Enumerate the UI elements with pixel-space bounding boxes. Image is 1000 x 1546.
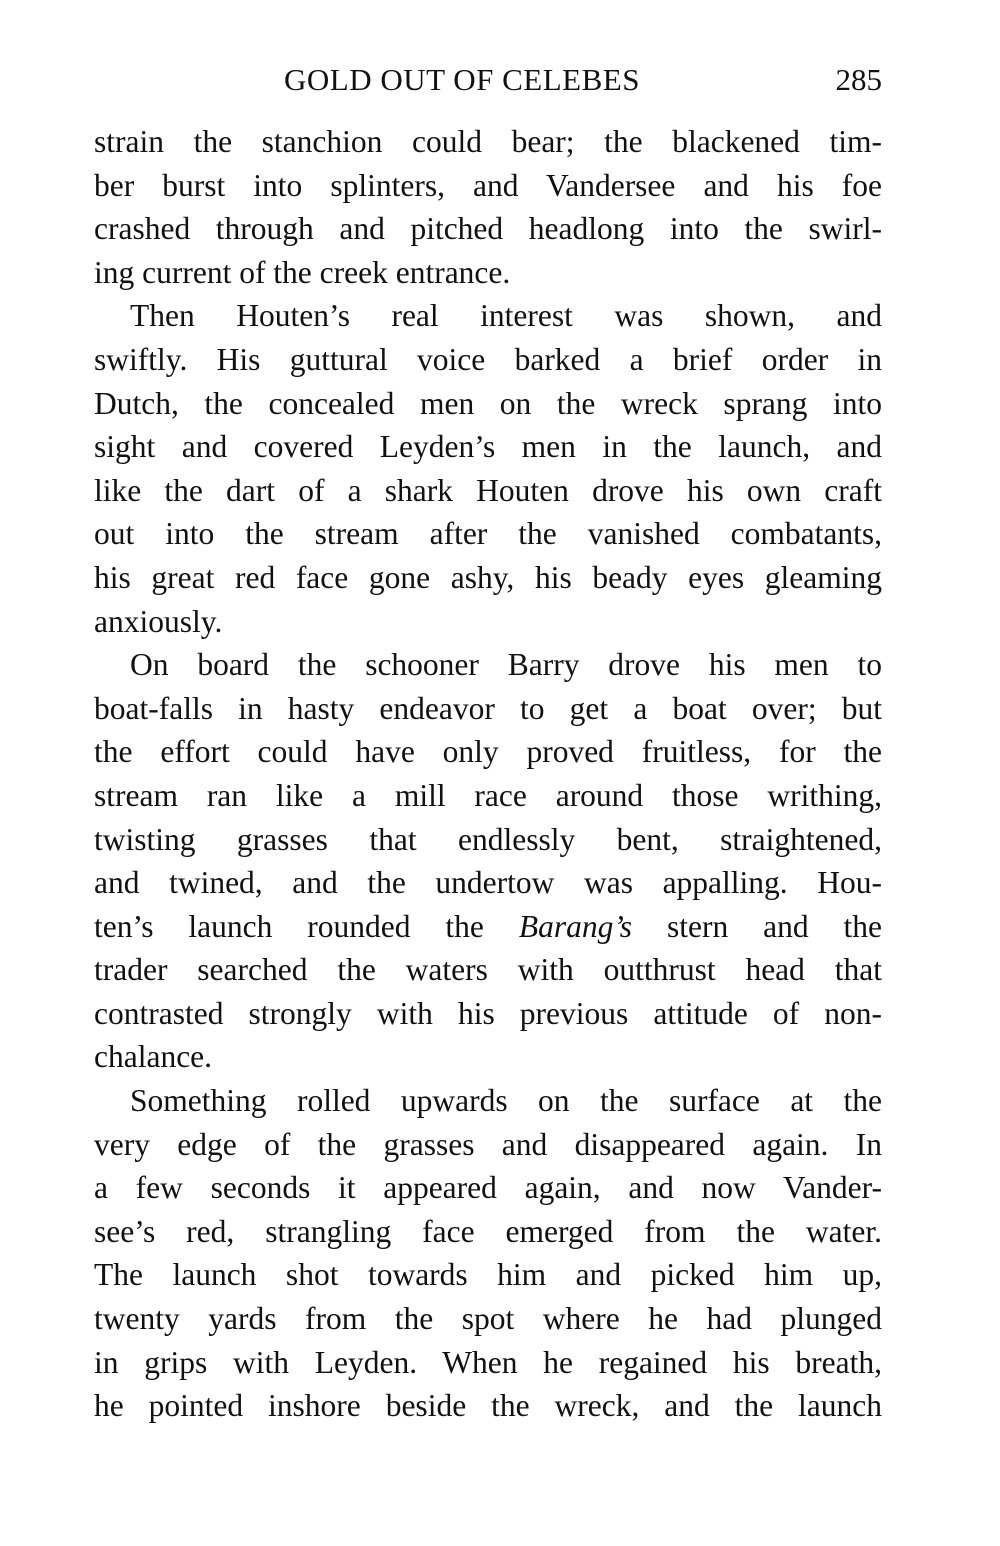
text-line: anxiously.	[94, 603, 223, 639]
text-line: Something rolled upwards on the surface at the	[130, 1083, 882, 1119]
text-line: sight and covered Leyden’s men in the launch, and	[94, 429, 882, 465]
text-line: strain the stanchion could bear; the blackened tim-	[94, 124, 882, 159]
text-line: On board the schooner Barry drove his men to	[130, 647, 882, 683]
text-line: out into the stream after the vanished combatants,	[94, 516, 882, 552]
text-line: see’s red, strangling face emerged from the water.	[94, 1213, 882, 1249]
ship-name-italic: Barang’s	[518, 908, 633, 944]
text-line: swiftly. His guttural voice barked a brief order in	[94, 341, 882, 377]
text-line-with-italic	[94, 905, 882, 949]
text-line: The launch shot towards him and picked him up,	[94, 1257, 882, 1293]
text-line: twenty yards from the spot where he had plunged	[94, 1301, 882, 1337]
text-line: stream ran like a mill race around those writhing,	[94, 777, 882, 813]
text-line: his great red face gone ashy, his beady eyes gleaming	[94, 559, 882, 595]
text-line: very edge of the grasses and disappeared again. In	[94, 1126, 882, 1162]
text-line: like the dart of a shark Houten drove his own craft	[94, 472, 882, 508]
text-line: crashed through and pitched headlong into the swirl-	[94, 211, 882, 247]
text-line: contrasted strongly with his previous attitude of non-	[94, 995, 882, 1031]
text-line: twisting grasses that endlessly bent, straightened,	[94, 821, 882, 857]
text-line: ing current of the creek entrance.	[94, 254, 511, 290]
text-line: a few seconds it appeared again, and now Vander-	[94, 1170, 882, 1206]
body-text	[94, 120, 882, 1428]
text-line: he pointed inshore beside the wreck, and the launch	[94, 1388, 882, 1424]
text-line: boat-falls in hasty endeavor to get a boat over; but	[94, 690, 882, 726]
text-line: in grips with Leyden. When he regained his breath,	[94, 1344, 882, 1380]
running-head	[92, 55, 882, 105]
text-line: the effort could have only proved fruitless, for the	[94, 734, 882, 770]
running-title: GOLD OUT OF CELEBES	[284, 62, 640, 97]
text-segment: ten’s launch rounded the	[94, 908, 519, 944]
text-line: trader searched the waters with outthrust head that	[94, 952, 882, 988]
text-segment: stern and the	[632, 908, 882, 944]
text-line: chalance.	[94, 1039, 213, 1075]
page-number: 285	[835, 62, 882, 97]
text-line: Then Houten’s real interest was shown, and	[130, 298, 882, 334]
text-line: Dutch, the concealed men on the wreck sprang into	[94, 385, 882, 421]
text-line: and twined, and the undertow was appalling. Hou-	[94, 865, 882, 901]
text-line: ber burst into splinters, and Vandersee and his foe	[94, 167, 882, 203]
